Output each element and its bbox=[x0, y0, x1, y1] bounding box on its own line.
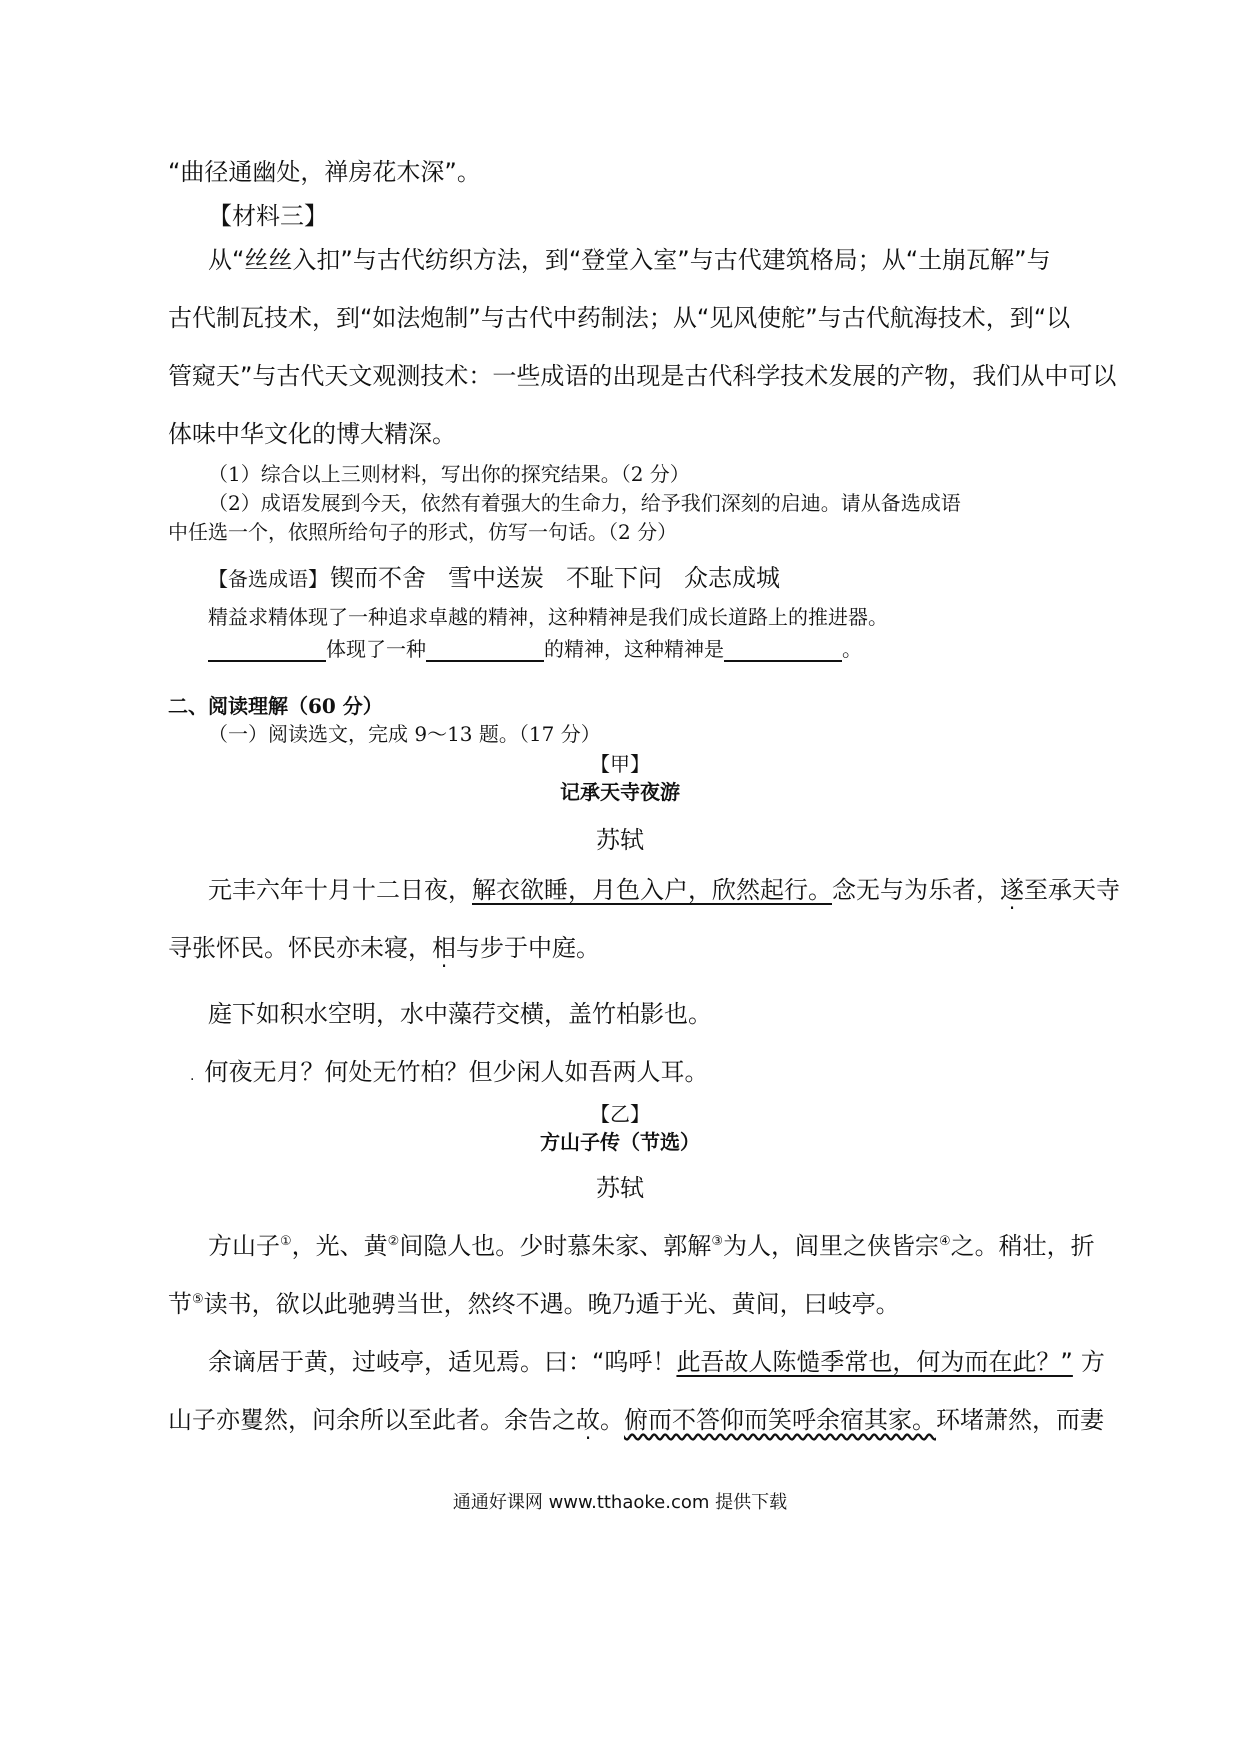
idiom: 雪中送炭 bbox=[448, 564, 544, 592]
text: 为人，闾里之侠皆宗 bbox=[722, 1232, 939, 1260]
material2-tail: “曲径通幽处，禅房花木深”。 bbox=[168, 158, 481, 186]
dotted-word: 相 bbox=[432, 934, 456, 962]
material3-line: 管窥天”与古代天文观测技术：一些成语的出现是古代科学技术发展的产物，我们从中可以 bbox=[168, 362, 1117, 390]
text: 山子亦矍然，问余所以至此者。余告之 bbox=[168, 1406, 576, 1434]
text: 寻张怀民。怀民亦未寝， bbox=[168, 934, 432, 962]
answer-blank-spirit[interactable] bbox=[426, 638, 544, 662]
question-2-line2: 中任选一个，依照所给句子的形式，仿写一句话。（2 分） bbox=[168, 520, 678, 544]
passage-a-line1 bbox=[208, 870, 1120, 905]
text: 余谪居于黄，过岐亭，适见焉。曰：“呜呼！ bbox=[208, 1348, 677, 1376]
fill-text-1: 体现了一种 bbox=[326, 637, 426, 661]
passage-a-author: 苏轼 bbox=[596, 826, 644, 854]
underlined-sentence: 解衣欲睡，月色入户，欣然起行。 bbox=[472, 876, 832, 904]
footnote-ref: ④ bbox=[938, 1234, 951, 1249]
idiom: 锲而不舍 bbox=[330, 564, 426, 592]
dotted-word: 故 bbox=[576, 1406, 600, 1434]
passage-a-title: 记承天寺夜游 bbox=[560, 780, 680, 804]
text: 至承天寺 bbox=[1024, 876, 1120, 904]
text: 方 bbox=[1080, 1348, 1105, 1376]
passage-b-title: 方山子传（节选） bbox=[540, 1130, 700, 1154]
passage-a-line4 bbox=[190, 1052, 708, 1087]
text: 节 bbox=[168, 1290, 192, 1318]
text: 何夜无月？何处无竹柏？但少闲人如吾两人耳。 bbox=[204, 1058, 709, 1086]
text: 环堵萧然，而妻 bbox=[936, 1406, 1104, 1434]
idiom: 不耻下问 bbox=[566, 564, 662, 592]
page-footer: 通通好课网 www.tthaoke.com 提供下载 bbox=[452, 1492, 788, 1513]
passage-b-line3 bbox=[208, 1342, 1105, 1377]
text: 间隐人也。少时慕朱家、郭解 bbox=[399, 1232, 712, 1260]
passage-b-author: 苏轼 bbox=[596, 1174, 644, 1202]
passage-a-line2 bbox=[168, 928, 600, 963]
question-1: （1）综合以上三则材料，写出你的探究结果。（2 分） bbox=[208, 462, 690, 486]
passage-a-marker: 【甲】 bbox=[590, 752, 650, 776]
section-heading: 二、阅读理解（60 分） bbox=[168, 694, 383, 718]
material3-line: 古代制瓦技术，到“如法炮制”与古代中药制法；从“见风使舵”与古代航海技术，到“以 bbox=[168, 304, 1071, 332]
answer-blank-metaphor[interactable] bbox=[724, 638, 842, 662]
idioms-label: 【备选成语】 bbox=[208, 567, 328, 591]
passage-b-line4 bbox=[168, 1400, 1104, 1435]
footnote-ref: ⑤ bbox=[192, 1292, 204, 1307]
idiom: 众志成城 bbox=[684, 564, 780, 592]
fill-in-line bbox=[208, 633, 862, 662]
text: 念无与为乐者， bbox=[832, 876, 1000, 904]
fill-end: 。 bbox=[842, 637, 862, 661]
section-subheading: （一）阅读选文，完成 9～13 题。（17 分） bbox=[208, 722, 601, 746]
underlined-sentence: 此吾故人陈慥季常也，何为而在此？” bbox=[676, 1348, 1073, 1376]
text: 方山子 bbox=[208, 1232, 280, 1260]
wavy-underlined-sentence: 俯而不答仰而笑呼余宿其家。 bbox=[624, 1406, 936, 1434]
material3-line: 体味中华文化的博大精深。 bbox=[168, 420, 456, 448]
footnote-ref: ③ bbox=[711, 1234, 723, 1249]
stray-mark: . bbox=[190, 1068, 195, 1084]
dotted-word: 遂 bbox=[1000, 876, 1024, 904]
text: 。 bbox=[600, 1406, 624, 1434]
passage-b-line1 bbox=[208, 1226, 1095, 1261]
footnote-ref: ② bbox=[387, 1234, 400, 1249]
text: ，光、黄 bbox=[291, 1232, 388, 1260]
question-2-line1: （2）成语发展到今天，依然有着强大的生命力，给予我们深刻的启迪。请从备选成语 bbox=[208, 491, 961, 515]
text: 之。稍壮，折 bbox=[950, 1232, 1095, 1260]
material3-heading: 【材料三】 bbox=[208, 202, 328, 230]
passage-a-line3: 庭下如积水空明，水中藻荇交横，盖竹柏影也。 bbox=[208, 1000, 712, 1028]
footnote-ref: ① bbox=[280, 1234, 292, 1249]
text: 读书，欲以此驰骋当世，然终不遇。晚乃遁于光、黄间，曰岐亭。 bbox=[203, 1290, 900, 1318]
example-sentence: 精益求精体现了一种追求卓越的精神，这种精神是我们成长道路上的推进器。 bbox=[208, 605, 888, 629]
fill-text-2: 的精神，这种精神是 bbox=[544, 637, 724, 661]
passage-b-marker: 【乙】 bbox=[590, 1102, 650, 1126]
idioms-row bbox=[208, 558, 780, 593]
material3-line: 从“丝丝入扣”与古代纺织方法，到“登堂入室”与古代建筑格局；从“土崩瓦解”与 bbox=[208, 246, 1051, 274]
passage-b-line2 bbox=[168, 1284, 900, 1319]
answer-blank-idiom[interactable] bbox=[208, 638, 326, 662]
text: 与步于中庭。 bbox=[456, 934, 600, 962]
text: 元丰六年十月十二日夜， bbox=[208, 876, 472, 904]
